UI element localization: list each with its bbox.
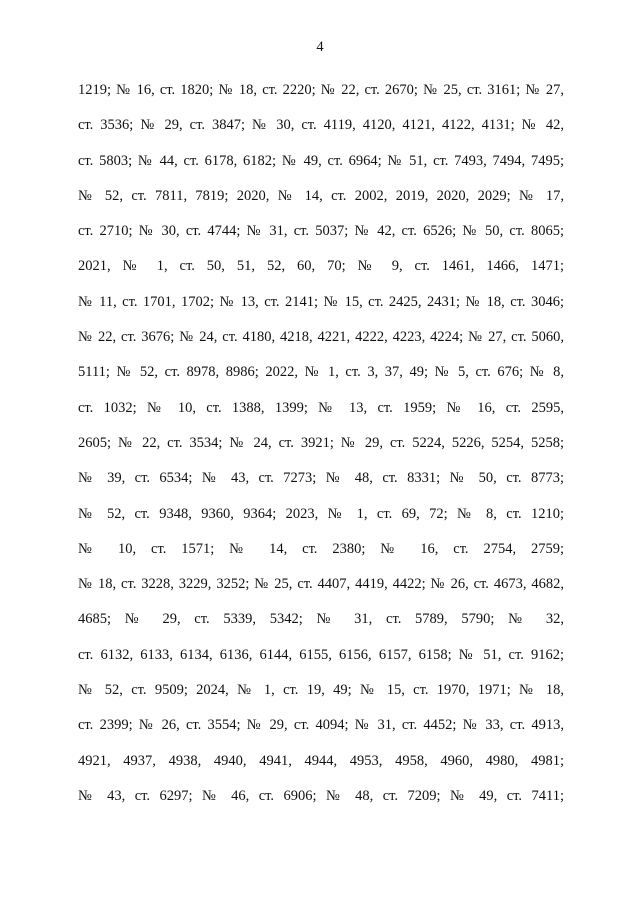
text-line: 5111; № 52, ст. 8978, 8986; 2022, № 1, ст. 3, 37, 49; № 5, ст. 676; № 8, bbox=[78, 364, 564, 381]
body-text bbox=[78, 81, 564, 822]
text-line: ст. 5803; № 44, ст. 6178, 6182; № 49, ст. 6964; № 51, ст. 7493, 7494, 7495; bbox=[78, 152, 564, 169]
text-line: 1219; № 16, ст. 1820; № 18, ст. 2220; № 22, ст. 2670; № 25, ст. 3161; № 27, bbox=[78, 82, 564, 98]
text-line: ст. 2710; № 30, ст. 4744; № 31, ст. 5037; № 42, ст. 6526; № 50, ст. 8065; bbox=[78, 223, 564, 240]
text-line: 2021, № 1, ст. 50, 51, 52, 60, 70; № 9, ст. 1461, 1466, 1471; bbox=[78, 258, 564, 275]
text-line: № 43, ст. 6297; № 46, ст. 6906; № 48, ст. 7209; № 49, ст. 7411; bbox=[78, 787, 564, 804]
text-line: ст. 1032; № 10, ст. 1388, 1399; № 13, ст. 1959; № 16, ст. 2595, bbox=[78, 399, 564, 416]
text-line: 2605; № 22, ст. 3534; № 24, ст. 3921; № 29, ст. 5224, 5226, 5254, 5258; bbox=[78, 434, 564, 451]
text-line: № 39, ст. 6534; № 43, ст. 7273; № 48, ст. 8331; № 50, ст. 8773; bbox=[78, 470, 564, 487]
text-line: № 52, ст. 9348, 9360, 9364; 2023, № 1, ст. 69, 72; № 8, ст. 1210; bbox=[78, 505, 564, 522]
text-line: ст. 6132, 6133, 6134, 6136, 6144, 6155, 6156, 6157, 6158; № 51, ст. 9162; bbox=[78, 646, 564, 663]
text-line: ст. 3536; № 29, ст. 3847; № 30, ст. 4119, 4120, 4121, 4122, 4131; № 42, bbox=[78, 117, 564, 134]
text-line: № 22, ст. 3676; № 24, ст. 4180, 4218, 4221, 4222, 4223, 4224; № 27, ст. 5060, bbox=[78, 329, 564, 346]
text-line: № 52, ст. 9509; 2024, № 1, ст. 19, 49; № 15, ст. 1970, 1971; № 18, bbox=[78, 682, 564, 699]
text-line: № 11, ст. 1701, 1702; № 13, ст. 2141; № 15, ст. 2425, 2431; № 18, ст. 3046; bbox=[78, 293, 564, 310]
text-line: № 52, ст. 7811, 7819; 2020, № 14, ст. 2002, 2019, 2020, 2029; № 17, bbox=[78, 187, 564, 204]
text-line: ст. 2399; № 26, ст. 3554; № 29, ст. 4094; № 31, ст. 4452; № 33, ст. 4913, bbox=[78, 717, 564, 734]
text-line: № 10, ст. 1571; № 14, ст. 2380; № 16, ст. 2754, 2759; bbox=[78, 540, 564, 557]
page-number: 4 bbox=[316, 39, 324, 55]
text-line: 4921, 4937, 4938, 4940, 4941, 4944, 4953, 4958, 4960, 4980, 4981; bbox=[78, 752, 564, 769]
text-line: 4685; № 29, ст. 5339, 5342; № 31, ст. 5789, 5790; № 32, bbox=[78, 611, 564, 628]
text-line: № 18, ст. 3228, 3229, 3252; № 25, ст. 4407, 4419, 4422; № 26, ст. 4673, 4682, bbox=[78, 576, 564, 593]
